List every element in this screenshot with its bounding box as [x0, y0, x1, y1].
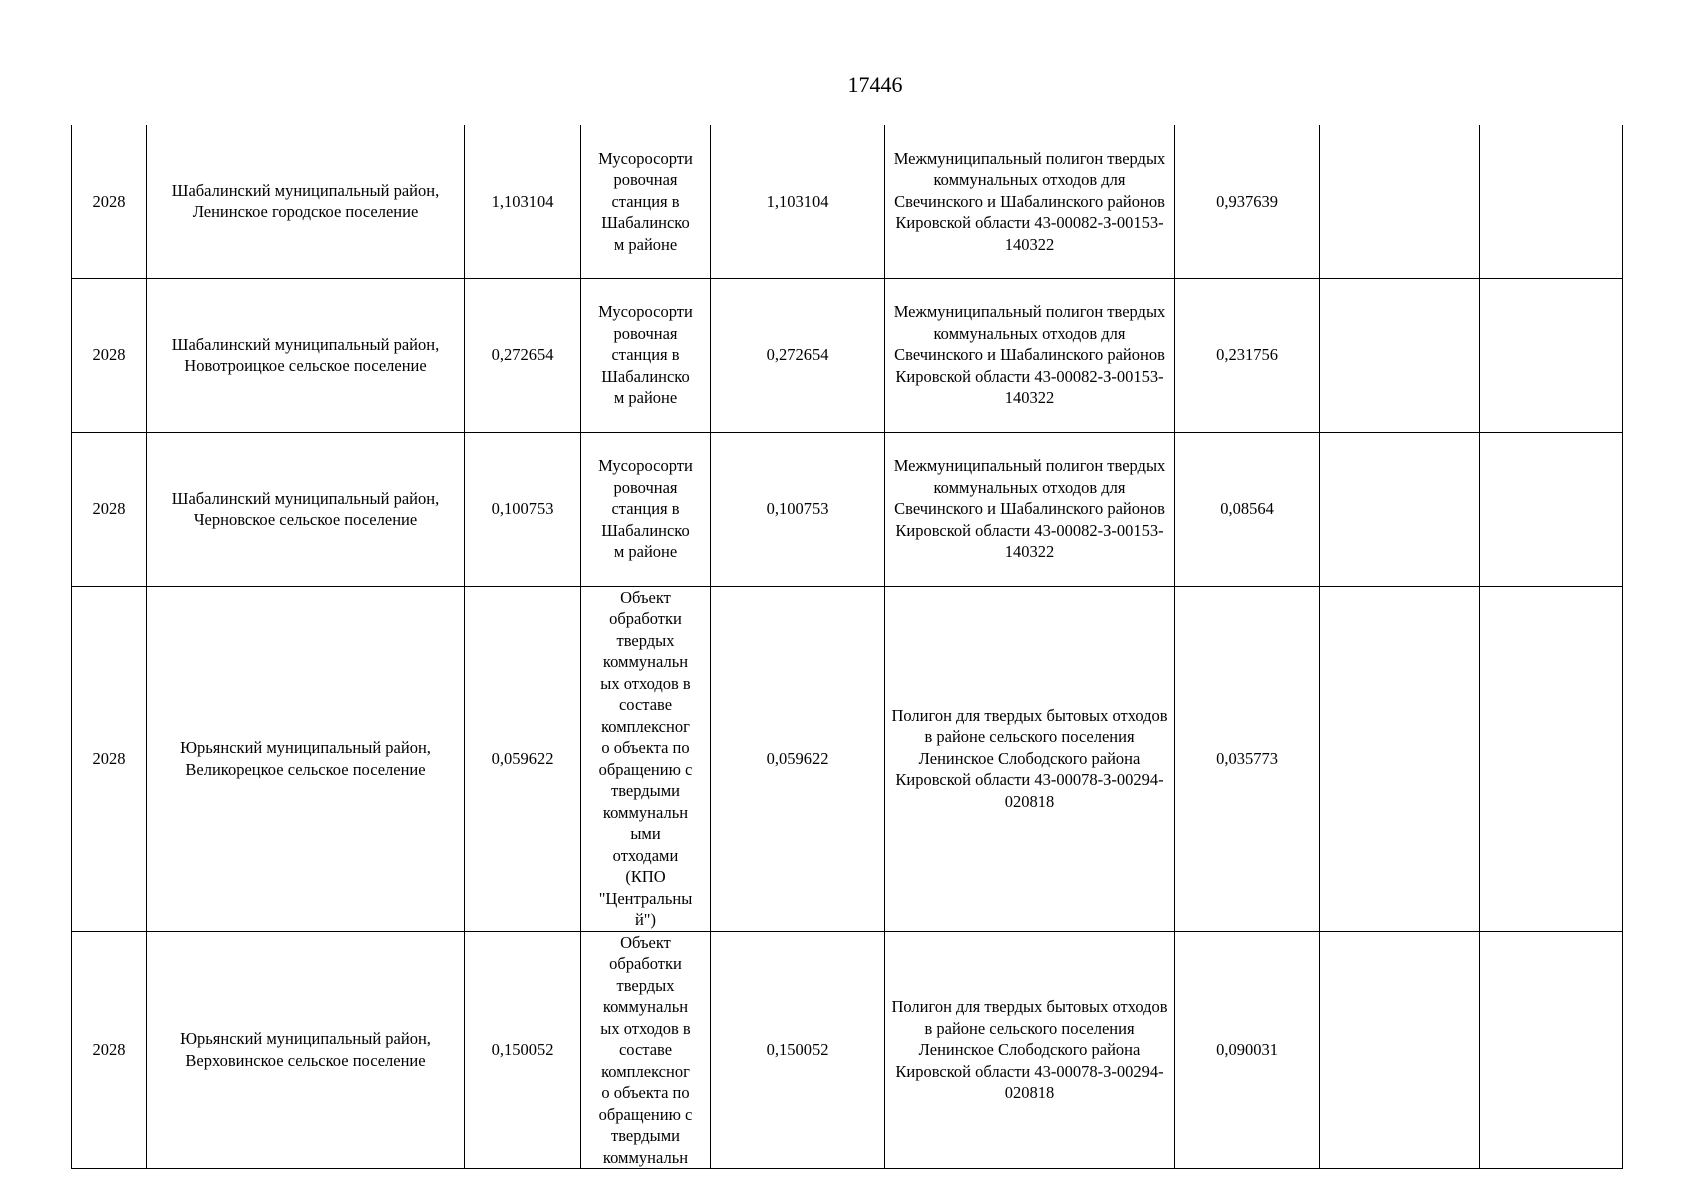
facility-line: о объекта по	[601, 738, 690, 757]
facility-line: ровочная	[613, 323, 678, 343]
year-cell: 2028	[72, 432, 147, 586]
facility-line: Мусоросорти	[598, 456, 693, 476]
facility-line: коммунальн	[602, 802, 689, 822]
waste-flow-table	[71, 125, 1623, 1169]
facility-line: твердых	[616, 630, 675, 650]
landfill-cell: Межмуниципальный полигон твердых коммунальных отходов для Свечинского и Шабалинского районов Кировской области 43-00082-З-00153-140322	[885, 125, 1175, 278]
empty-cell	[1480, 125, 1623, 278]
facility-line: Шабалинско	[601, 520, 690, 540]
facility-line: ровочная	[613, 170, 678, 189]
mass-transferred-cell: 0,100753	[711, 432, 885, 586]
mass-transferred-cell: 1,103104	[711, 125, 885, 278]
facility-line: м районе	[613, 388, 678, 408]
empty-cell	[1480, 931, 1623, 1169]
facility-line: комплексног	[601, 716, 690, 736]
municipality-cell: Шабалинский муниципальный район, Ленинское городское поселение	[147, 125, 465, 278]
year-cell: 2028	[72, 586, 147, 931]
municipality-cell: Шабалинский муниципальный район, Новотроицкое сельское поселение	[147, 278, 465, 432]
facility-line: обращению с	[598, 759, 693, 779]
facility-line: коммунальн	[602, 652, 689, 671]
facility-cell	[581, 125, 711, 278]
facility-line: твердыми	[610, 1126, 680, 1145]
facility-line: ыми	[630, 824, 661, 843]
facility-line: м районе	[613, 542, 678, 562]
facility-line: Мусоросорти	[598, 148, 693, 168]
facility-line: "Центральны	[598, 888, 693, 908]
mass-disposed-cell: 0,035773	[1175, 586, 1320, 931]
empty-cell	[1320, 432, 1480, 586]
empty-cell	[1480, 278, 1623, 432]
landfill-cell: Межмуниципальный полигон твердых коммунальных отходов для Свечинского и Шабалинского районов Кировской области 43-00082-З-00153-140322	[885, 278, 1175, 432]
year-cell: 2028	[72, 278, 147, 432]
facility-line: ых отходов в	[600, 1018, 691, 1038]
facility-line: Мусоросорти	[598, 302, 693, 322]
facility-line: коммунальн	[602, 1147, 689, 1167]
mass-formed-cell: 0,100753	[465, 432, 581, 586]
mass-disposed-cell: 0,090031	[1175, 931, 1320, 1169]
table-row	[72, 278, 1623, 432]
facility-cell	[581, 278, 711, 432]
facility-line: станция в	[611, 191, 680, 211]
facility-cell	[581, 586, 711, 931]
empty-cell	[1320, 278, 1480, 432]
municipality-cell: Юрьянский муниципальный район, Великорецкое сельское поселение	[147, 586, 465, 931]
facility-line: (КПО	[625, 867, 666, 886]
mass-formed-cell: 0,272654	[465, 278, 581, 432]
municipality-cell: Юрьянский муниципальный район, Верховинское сельское поселение	[147, 931, 465, 1169]
empty-cell	[1480, 432, 1623, 586]
mass-transferred-cell: 0,272654	[711, 278, 885, 432]
facility-line: Шабалинско	[601, 366, 690, 386]
facility-line: твердыми	[610, 781, 680, 800]
facility-line: о объекта по	[601, 1083, 690, 1102]
table-row	[72, 125, 1623, 278]
facility-line: ровочная	[613, 477, 678, 497]
mass-formed-cell: 0,150052	[465, 931, 581, 1169]
facility-line: обращению с	[598, 1104, 693, 1124]
facility-line: й")	[634, 910, 657, 929]
facility-line: ых отходов в	[600, 673, 691, 693]
mass-formed-cell: 0,059622	[465, 586, 581, 931]
table-row	[72, 432, 1623, 586]
facility-cell	[581, 432, 711, 586]
landfill-cell: Межмуниципальный полигон твердых коммунальных отходов для Свечинского и Шабалинского районов Кировской области 43-00082-З-00153-140322	[885, 432, 1175, 586]
mass-disposed-cell: 0,937639	[1175, 125, 1320, 278]
municipality-cell: Шабалинский муниципальный район, Черновское сельское поселение	[147, 432, 465, 586]
year-cell: 2028	[72, 931, 147, 1169]
table-row	[72, 931, 1623, 1169]
landfill-cell: Полигон для твердых бытовых отходов в районе сельского поселения Ленинское Слободского района Кировской области 43-00078-З-00294-020818	[885, 586, 1175, 931]
facility-line: Объект	[620, 932, 671, 952]
facility-line: станция в	[611, 345, 680, 365]
mass-formed-cell: 1,103104	[465, 125, 581, 278]
landfill-cell: Полигон для твердых бытовых отходов в районе сельского поселения Ленинское Слободского района Кировской области 43-00078-З-00294-020818	[885, 931, 1175, 1169]
facility-line: станция в	[611, 499, 680, 519]
empty-cell	[1320, 125, 1480, 278]
mass-disposed-cell: 0,231756	[1175, 278, 1320, 432]
empty-cell	[1320, 586, 1480, 931]
facility-line: Объект	[620, 587, 671, 607]
page-number: 17446	[847, 72, 903, 97]
table-row	[72, 586, 1623, 931]
facility-line: комплексног	[601, 1061, 690, 1081]
facility-line: м районе	[613, 234, 678, 254]
year-cell: 2028	[72, 125, 147, 278]
facility-line: обработки	[609, 954, 682, 973]
mass-transferred-cell: 0,059622	[711, 586, 885, 931]
facility-line: обработки	[609, 609, 682, 628]
facility-line: составе	[618, 1040, 673, 1059]
empty-cell	[1480, 586, 1623, 931]
facility-line: коммунальн	[602, 997, 689, 1016]
mass-transferred-cell: 0,150052	[711, 931, 885, 1169]
facility-line: Шабалинско	[601, 213, 690, 232]
facility-cell	[581, 931, 711, 1169]
facility-line: твердых	[616, 975, 675, 995]
mass-disposed-cell: 0,08564	[1175, 432, 1320, 586]
empty-cell	[1320, 931, 1480, 1169]
facility-line: составе	[618, 695, 673, 714]
facility-line: отходами	[612, 845, 679, 865]
